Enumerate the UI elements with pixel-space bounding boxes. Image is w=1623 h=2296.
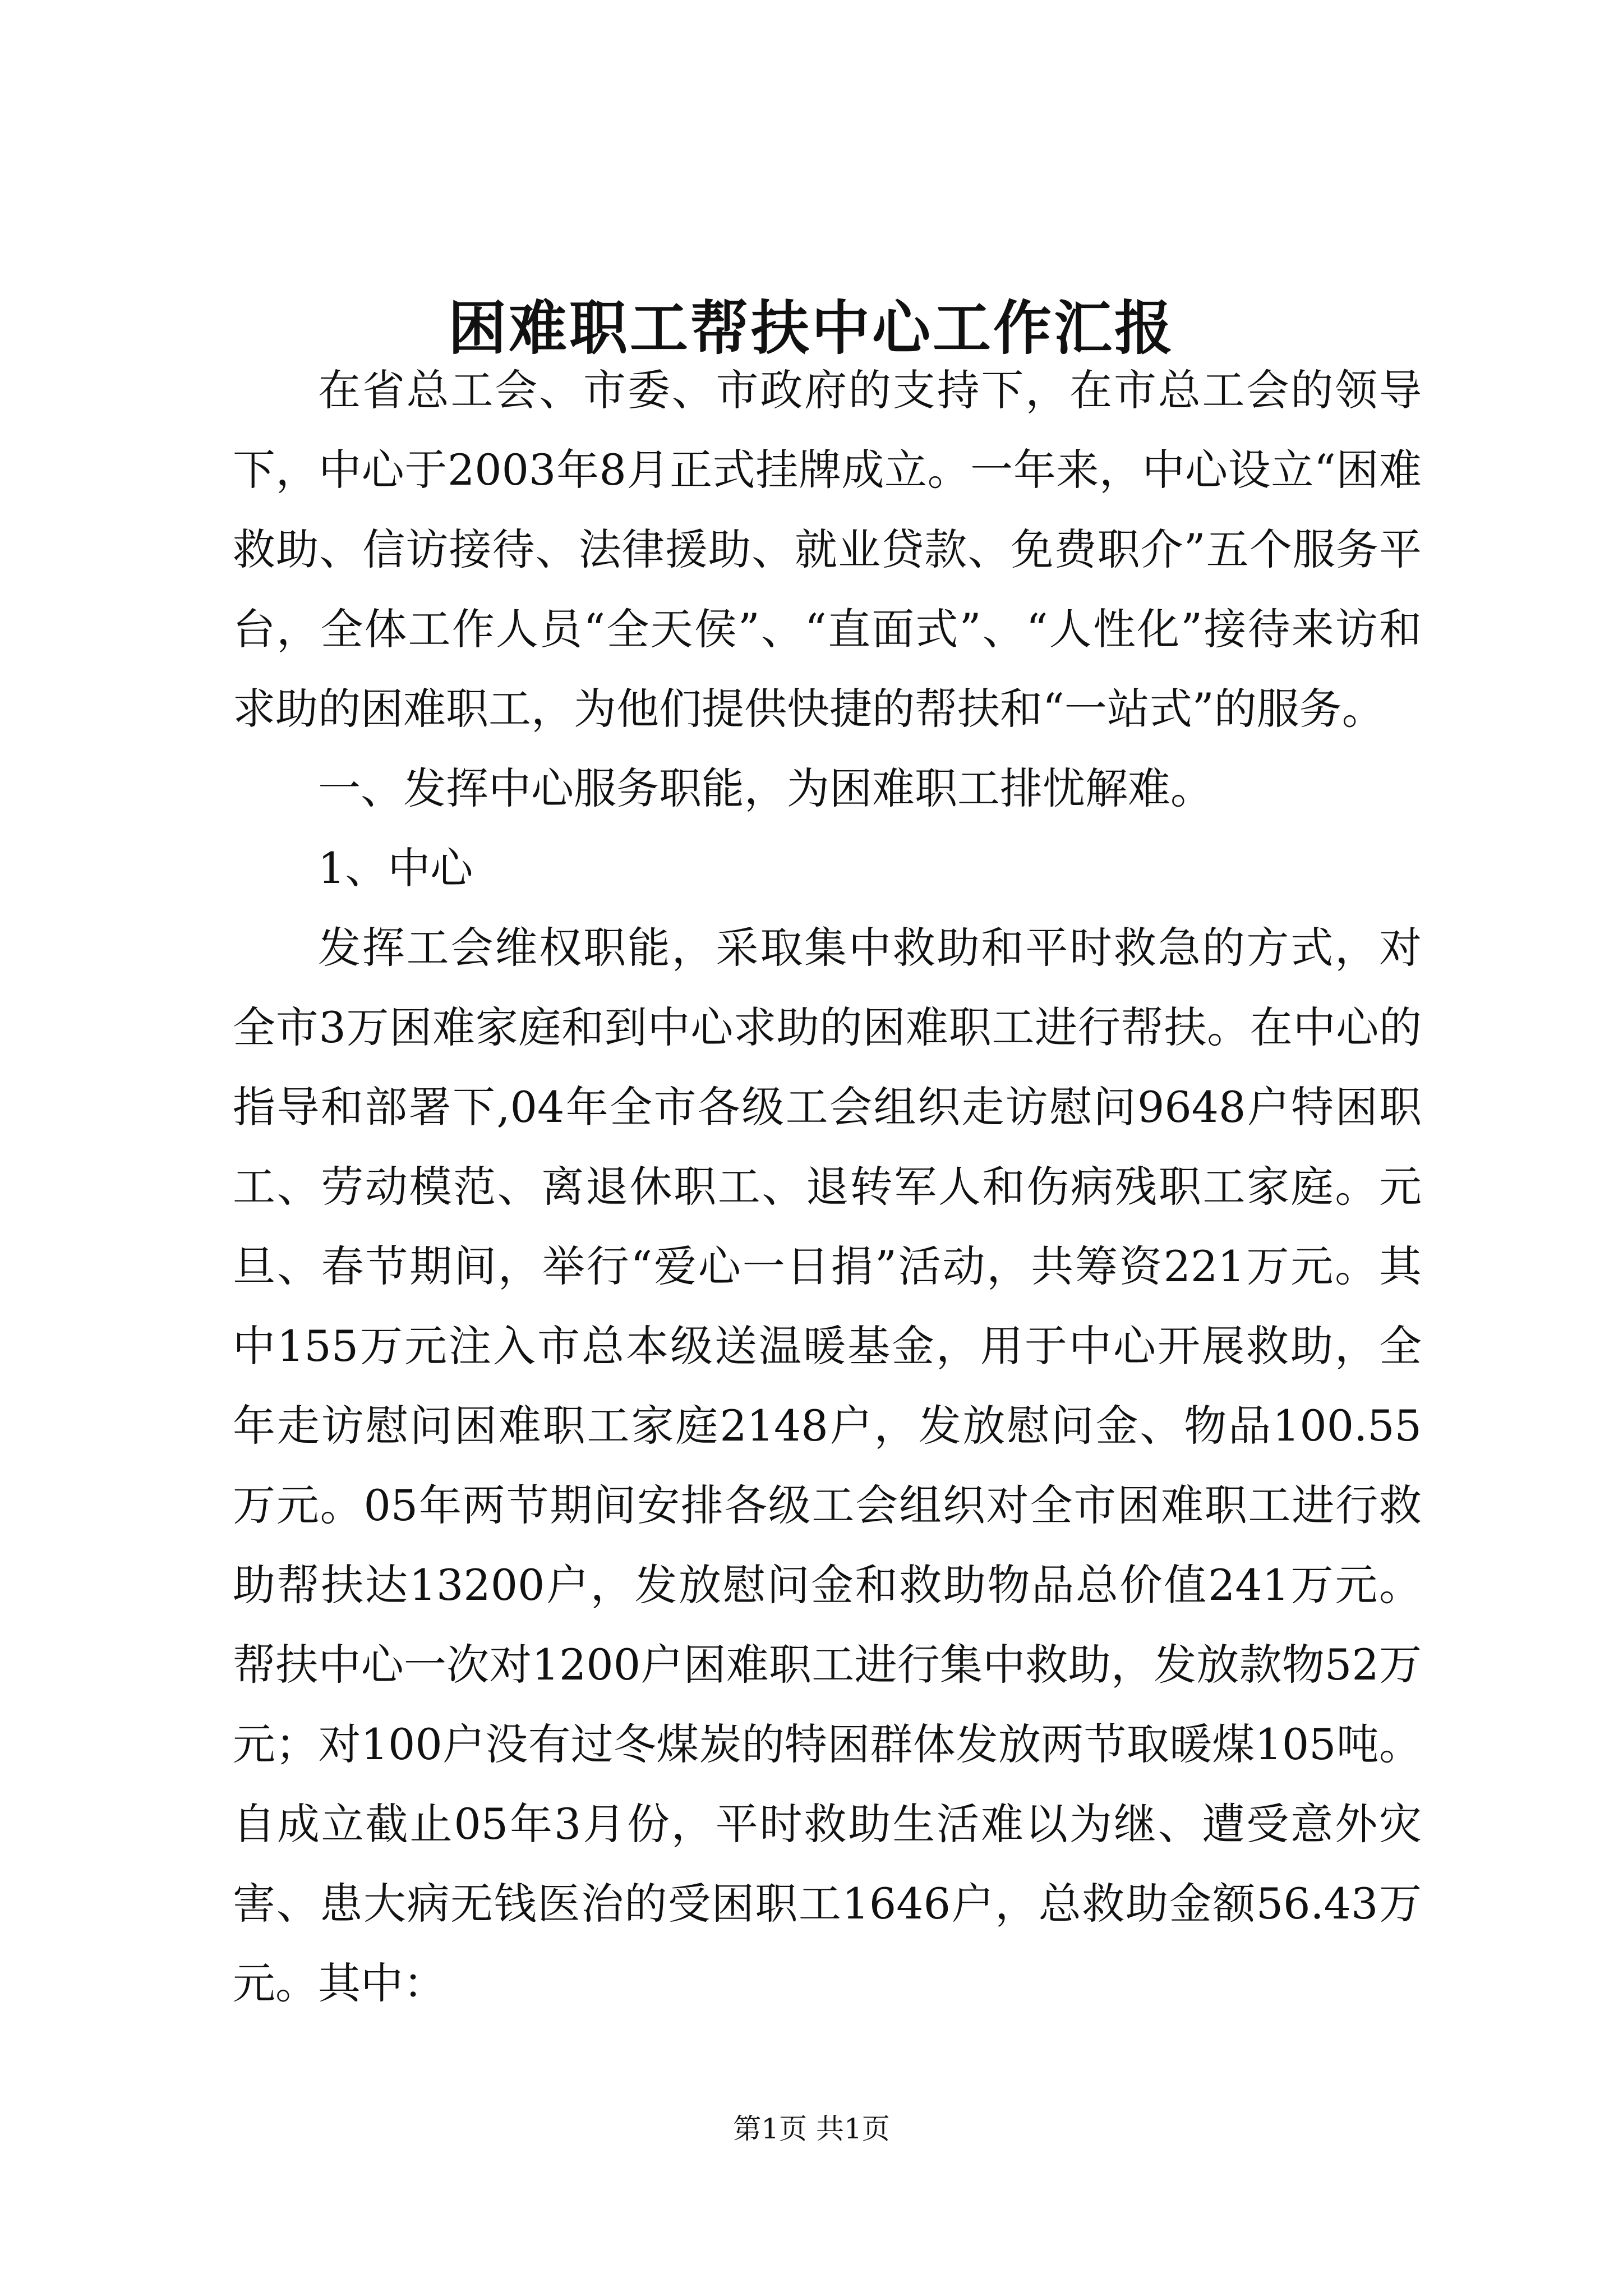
paragraph-intro: 在省总工会、市委、市政府的支持下，在市总工会的领导下，中心于2003年8月正式挂牌成立。一年来，中心设立“困难救助、信访接待、法律援助、就业贷款、免费职介”五个服务平台，全体工作人员“全天侯”、“直面式”、“人性化”接待来访和求助的困难职工，为他们提供快捷的帮扶和“一站式”的服务。: [233, 365, 1422, 734]
document-title: 困难职工帮扶中心工作汇报: [448, 293, 1175, 362]
paragraph-body: 发挥工会维权职能，采取集中救助和平时救急的方式，对全市3万困难家庭和到中心求助的困难职工进行帮扶。在中心的指导和部署下,04年全市各级工会组织走访慰问9648户特困职工、劳动模范、离退休职工、退转军人和伤病残职工家庭。元旦、春节期间，举行“爱心一日捐”活动，共筹资221万元。其中155万元注入市总本级送温暖基金，用于中心开展救助，全年走访慰问困难职工家庭2148户，发放慰问金、物品100.55万元。05年两节期间安排各级工会组织对全市困难职工进行救助帮扶达13200户，发放慰问金和救助物品总价值241万元。帮扶中心一次对1200户困难职工进行集中救助，发放款物52万元；对100户没有过冬煤炭的特困群体发放两节取暖煤105吨。自成立截止05年3月份，平时救助生活难以为继、遭受意外灾害、患大病无钱医治的受困职工1646户，总救助金额56.43万元。其中：: [233, 923, 1422, 2008]
subsection-heading: 1、中心: [318, 843, 473, 893]
section-heading: 一、发挥中心服务职能，为困难职工排忧解难。: [318, 763, 1213, 813]
document-body: [233, 351, 1422, 2023]
page-footer: 第1页 共1页: [733, 2113, 890, 2145]
